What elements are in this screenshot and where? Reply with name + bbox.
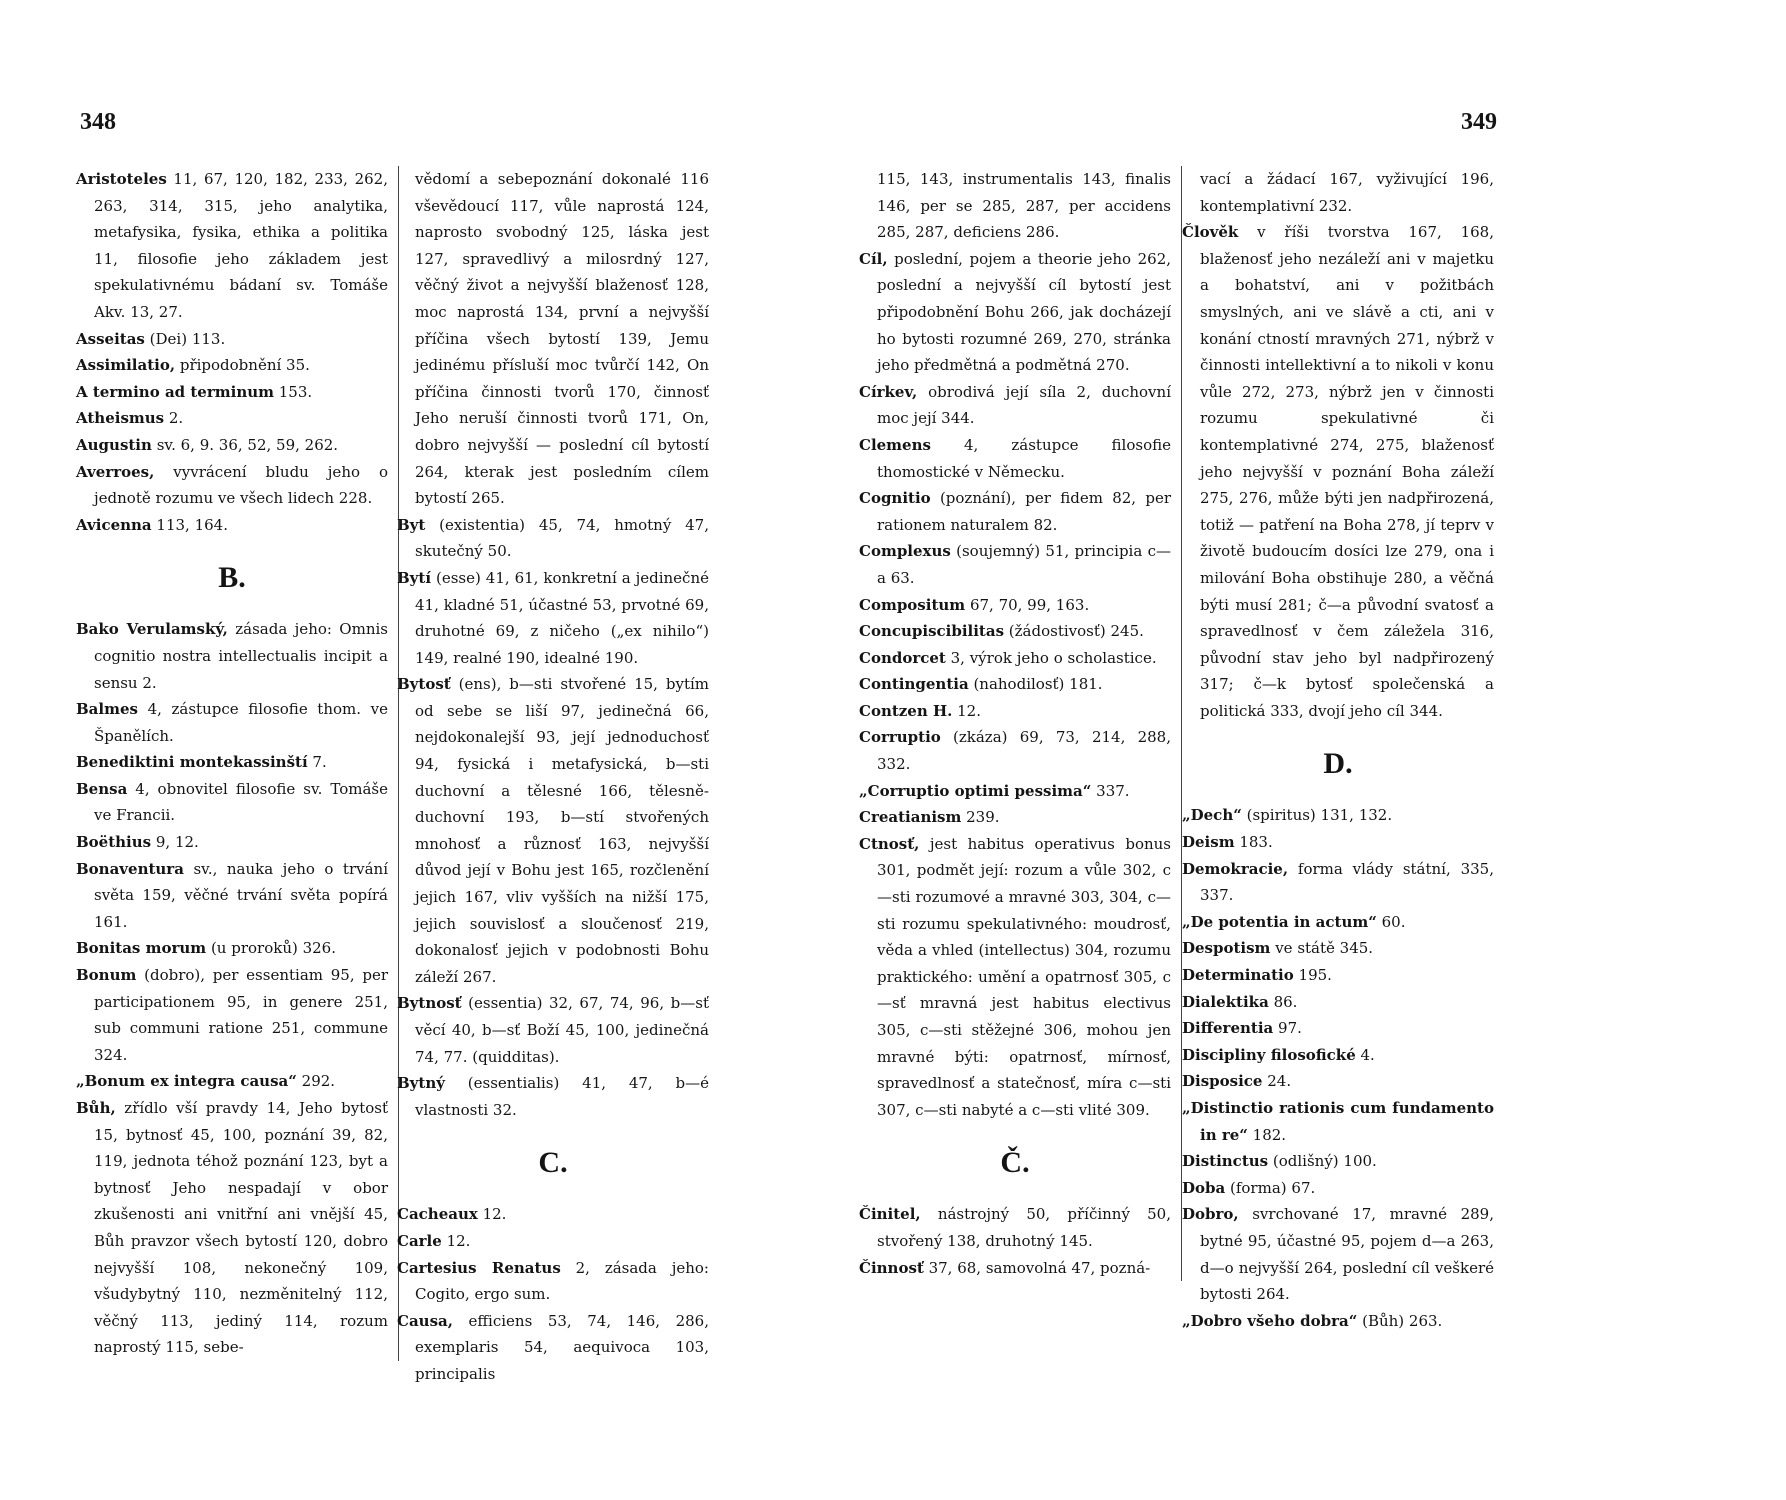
index-references: 2, zásada jeho: Cogito, ergo sum. bbox=[415, 1258, 709, 1304]
index-headword: Bensa bbox=[76, 779, 128, 798]
index-headword: Condorcet bbox=[859, 648, 946, 667]
index-entry bbox=[76, 749, 388, 776]
index-entry bbox=[859, 246, 1171, 379]
index-entry bbox=[397, 1308, 709, 1388]
index-references: (ens), b—sti stvořené 15, bytím od sebe se liší 97, jedinečná 66, nejdokonalejší 93, její jednoduchosť 94, fysická i metafysická, b—sti duchovní a tělesné 166, tělesně-duchovní 193, b—stí stvořených mnohosť a různosť 163, nejvyšší důvod její v Bohu jest 165, rozčlenění jejich 167, vliv vyšších na nižší 175, jejich souvislosť a sloučenosť 219, dokonalosť jejich v podobnosti Bohu záleží 267. bbox=[415, 675, 709, 986]
index-entry bbox=[76, 829, 388, 856]
index-headword: „Dech“ bbox=[1182, 806, 1242, 825]
index-entry bbox=[1182, 219, 1494, 724]
index-references: (esse) 41, 61, konkretní a jedinečné 41, kladné 51, účastné 53, prvotné 69, druhotné 69, z ničeho („ex nihilo“) 149, realné 190, idealné 190. bbox=[415, 568, 709, 667]
index-references: 195. bbox=[1293, 966, 1332, 985]
index-headword: Dobro, bbox=[1182, 1205, 1239, 1224]
index-entry bbox=[1182, 962, 1494, 989]
index-references: 9, 12. bbox=[151, 833, 199, 852]
index-references: 153. bbox=[274, 382, 313, 401]
index-entry bbox=[397, 1255, 709, 1308]
index-references: 2. bbox=[164, 409, 184, 428]
index-references: (essentialis) 41, 47, b—é vlastnosti 32. bbox=[415, 1074, 709, 1119]
index-column bbox=[397, 166, 709, 1388]
index-headword: Differentia bbox=[1182, 1019, 1274, 1038]
index-headword: Činitel, bbox=[859, 1205, 921, 1224]
index-headword: Člověk bbox=[1182, 223, 1239, 242]
index-references: (essentia) 32, 67, 74, 96, b—sť věcí 40, b—sť Boží 45, 100, jedinečná 74, 77. (quidditas). bbox=[415, 994, 709, 1066]
index-references: poslední, pojem a theorie jeho 262, poslední a nejvyšší cíl bytostí jest připodobnění Bohu 266, jak docházejí ho bytosti rozumné 269, 270, stránka jeho předmětná a podmětná 270. bbox=[877, 249, 1171, 375]
index-headword: Bonitas morum bbox=[76, 939, 207, 958]
index-references: ve státě 345. bbox=[1270, 939, 1374, 958]
index-headword: „De potentia in actum“ bbox=[1182, 912, 1377, 931]
index-entry bbox=[76, 352, 388, 379]
index-references: (žádostivosť) 245. bbox=[1004, 622, 1144, 641]
index-entry-continued: 115, 143, instrumentalis 143, finalis 146, per se 285, 287, per accidens 285, 287, deficiens 286. bbox=[877, 170, 1171, 242]
index-references: (Dei) 113. bbox=[144, 329, 226, 348]
index-references: (dobro), per essentiam 95, per participationem 95, in genere 251, sub communi ratione 251, commune 324. bbox=[94, 966, 388, 1064]
section-letter: C. bbox=[538, 1146, 568, 1180]
index-references: 3, výrok jeho o scholastice. bbox=[945, 648, 1157, 667]
index-references: 7. bbox=[307, 753, 327, 772]
index-references: 24. bbox=[1262, 1072, 1292, 1091]
index-headword: Asseitas bbox=[76, 329, 145, 348]
index-entry bbox=[1182, 802, 1494, 829]
index-headword: Compositum bbox=[859, 595, 966, 614]
index-references: nástrojný 50, příčinný 50, stvořený 138, druhotný 145. bbox=[877, 1205, 1171, 1250]
index-headword: Concupiscibilitas bbox=[859, 622, 1005, 641]
index-references: (Bůh) 263. bbox=[1357, 1311, 1443, 1330]
index-references: (poznání), per fidem 82, per rationem naturalem 82. bbox=[877, 489, 1171, 534]
index-references: 12. bbox=[441, 1231, 471, 1250]
index-headword: Činnosť bbox=[859, 1258, 924, 1277]
index-headword: Creatianism bbox=[859, 808, 962, 827]
index-references: (u proroků) 326. bbox=[206, 939, 336, 958]
index-entry bbox=[859, 724, 1171, 777]
index-references: (forma) 67. bbox=[1225, 1178, 1316, 1197]
index-references: jest habitus operativus bonus 301, podmět její: rozum a vůle 302, c—sti rozumové a mravné 303, 304, c—sti rozumu spekulativného: moudrosť, věda a vhled (intellectus) 304, rozumu praktického: umění a opatrnosť 305, c—sť mravná jest habitus electivus 305, c—sti stěžejné 306, mohou jen mravné býti: opatrnosť, mírnosť, spravedlnosť a statečnosť, míra c—sti 307, c—sti nabyté a c—sti vlité 309. bbox=[877, 834, 1171, 1119]
page-number: 349 bbox=[1461, 109, 1497, 135]
index-headword: Ctnosť, bbox=[859, 834, 920, 853]
index-references: sv., nauka jeho o trvání světa 159, věčné trvání světa popírá 161. bbox=[94, 859, 388, 931]
index-entry bbox=[76, 696, 388, 749]
index-entry bbox=[859, 592, 1171, 619]
index-entry bbox=[1182, 1175, 1494, 1202]
index-column bbox=[76, 166, 399, 1361]
index-references: zřídlo vší pravdy 14, Jeho bytosť 15, bytnosť 45, 100, poznání 39, 82, 119, jednota téhož poznání 123, byt a bytnosť Jeho nespadají v obor zkušenosti ani vnitřní ani vnější 45, Bůh pravzor všech bytostí 120, dobro nejvyšší 108, nekonečný 109, všudybytný 110, nezměnitelný 112, věčný 113, jediný 114, rozum naprostý 115, sebe- bbox=[94, 1099, 388, 1357]
index-entry bbox=[1182, 1201, 1494, 1307]
index-entry bbox=[1182, 1042, 1494, 1069]
index-entry bbox=[1182, 909, 1494, 936]
index-entry bbox=[859, 618, 1171, 645]
index-headword: Atheismus bbox=[76, 409, 165, 428]
index-references: 12. bbox=[477, 1205, 507, 1224]
index-headword: A termino ad terminum bbox=[76, 382, 274, 401]
index-entry bbox=[76, 856, 388, 936]
section-letter: Č. bbox=[1000, 1146, 1030, 1180]
index-entry bbox=[397, 1228, 709, 1255]
index-references: forma vlády státní, 335, 337. bbox=[1200, 859, 1494, 905]
page-number: 348 bbox=[80, 109, 116, 135]
index-headword: Cacheaux bbox=[397, 1205, 478, 1224]
index-entry bbox=[397, 565, 709, 671]
index-headword: Corruptio bbox=[859, 728, 941, 747]
index-references: 37, 68, samovolná 47, pozná- bbox=[923, 1258, 1151, 1277]
index-headword: „Bonum ex integra causa“ bbox=[76, 1072, 297, 1091]
index-headword: „Distinctio rationis cum fundamento in re“ bbox=[1182, 1099, 1494, 1144]
index-references: svrchované 17, mravné 289, bytné 95, účastné 95, pojem d—a 263, d—o nejvyšší 264, poslední cíl veškeré bytosti 264. bbox=[1200, 1205, 1494, 1304]
index-entry bbox=[76, 166, 388, 326]
index-headword: Aristoteles bbox=[76, 170, 167, 188]
index-entry bbox=[859, 645, 1171, 672]
index-references: (odlišný) 100. bbox=[1268, 1152, 1377, 1171]
index-references: zásada jeho: Omnis cognitio nostra intellectualis incipit a sensu 2. bbox=[94, 620, 388, 692]
index-headword: Bytnosť bbox=[397, 994, 462, 1013]
index-entry bbox=[859, 778, 1171, 805]
index-headword: Demokracie, bbox=[1182, 859, 1289, 878]
index-headword: Causa, bbox=[397, 1311, 453, 1330]
index-references: (nahodilosť) 181. bbox=[968, 675, 1103, 694]
index-references: 182. bbox=[1247, 1125, 1287, 1144]
index-headword: Contingentia bbox=[859, 675, 969, 694]
index-entry bbox=[1182, 989, 1494, 1016]
index-references: 60. bbox=[1376, 912, 1406, 931]
index-references: 239. bbox=[961, 808, 1000, 827]
index-references: 4. bbox=[1355, 1045, 1375, 1064]
index-headword: Disposice bbox=[1182, 1072, 1263, 1091]
index-references: sv. 6, 9. 36, 52, 59, 262. bbox=[151, 435, 339, 454]
index-entry bbox=[1182, 1015, 1494, 1042]
index-headword: „Corruptio optimi pessima“ bbox=[859, 781, 1092, 800]
index-entry bbox=[76, 432, 388, 459]
index-references: (spiritus) 131, 132. bbox=[1241, 806, 1393, 825]
index-headword: Bonaventura bbox=[76, 859, 184, 878]
index-headword: Balmes bbox=[76, 700, 138, 719]
index-headword: Distinctus bbox=[1182, 1152, 1269, 1171]
index-headword: Discipliny filosofické bbox=[1182, 1045, 1356, 1064]
index-references: 337. bbox=[1091, 781, 1130, 800]
index-headword: „Dobro všeho dobra“ bbox=[1182, 1311, 1358, 1330]
index-entry bbox=[76, 616, 388, 696]
index-headword: Assimilatio, bbox=[76, 356, 176, 375]
index-references: v říši tvorstva 167, 168, blaženosť jeho nezáleží ani v majetku a bohatství, ani v požitbách smyslných, ani ve slávě a cti, ani v konání ctností mravných 271, nýbrž v činnosti intellektivní a to nikoli v konu vůle 272, 273, nýbrž jen v činnosti rozumu spekulativné či kontemplativné 274, 275, blaženosť jeho nejvyšší v poznání Boha záleží 275, 276, může býti jen nadpřirozená, totiž — patření na Boha 278, jí teprv v životě budoucím dosíci lze 279, ona i milování Boha obstihuje 280, a věčná býti musí 281; č—a původní svatosť a spravedlnosť v čem záležela 316, původní stav jeho byl nadpřirozený 317; č—k bytosť společenská a politická 333, dvojí jeho cíl 344. bbox=[1200, 223, 1494, 720]
index-headword: Bako Verulamský, bbox=[76, 620, 228, 639]
index-entry bbox=[397, 671, 709, 990]
index-headword: Augustin bbox=[76, 435, 152, 454]
index-column bbox=[1182, 166, 1494, 1334]
index-entry bbox=[76, 326, 388, 353]
index-references: 183. bbox=[1234, 833, 1273, 852]
index-headword: Determinatio bbox=[1182, 966, 1294, 985]
index-references: 97. bbox=[1273, 1019, 1302, 1038]
index-entry bbox=[76, 379, 388, 406]
section-letter: B. bbox=[218, 561, 246, 595]
index-entry bbox=[397, 1201, 709, 1228]
index-entry bbox=[397, 990, 709, 1070]
index-headword: Deism bbox=[1182, 833, 1235, 852]
index-entry bbox=[859, 432, 1171, 485]
index-entry bbox=[859, 379, 1171, 432]
index-headword: Boëthius bbox=[76, 833, 152, 852]
index-headword: Dialektika bbox=[1182, 992, 1269, 1011]
index-headword: Benediktini montekassinští bbox=[76, 753, 308, 772]
index-entry bbox=[76, 962, 388, 1068]
index-entry bbox=[859, 698, 1171, 725]
index-entry bbox=[1182, 1148, 1494, 1175]
index-entry bbox=[859, 538, 1171, 591]
index-headword: Bytí bbox=[397, 568, 432, 587]
index-entry bbox=[1182, 1095, 1494, 1148]
index-entry bbox=[397, 1070, 709, 1123]
index-headword: Bytný bbox=[397, 1074, 445, 1093]
index-entry bbox=[1182, 829, 1494, 856]
index-headword: Clemens bbox=[859, 435, 931, 454]
index-entry bbox=[859, 1201, 1171, 1254]
index-headword: Avicenna bbox=[76, 515, 152, 534]
index-references: vyvrácení bludu jeho o jednotě rozumu ve všech lidech 228. bbox=[94, 462, 388, 508]
index-entry bbox=[1182, 1308, 1494, 1335]
index-entry-continued: vací a žádací 167, vyživující 196, kontemplativní 232. bbox=[1200, 170, 1494, 215]
index-headword: Cognitio bbox=[859, 489, 931, 508]
index-entry-continued: vědomí a sebepoznání dokonalé 116 vševědoucí 117, vůle naprostá 124, naprosto svobodný 125, láska jest 127, spravedlivý a milosrdný 127, věčný život a nejvyšší blaženosť 128, moc naprostá 134, první a nejvyšší příčina všech bytostí 139, Jemu jedinému přísluší moc tvůrčí 142, On příčina činnosti tvorů 170, činnosť Jeho neruší činnosti tvorů 171, On, dobro nejvyšší — poslední cíl bytostí 264, kterak jest posledním cílem bytostí 265. bbox=[415, 170, 709, 508]
index-headword: Cartesius Renatus bbox=[397, 1258, 561, 1277]
index-references: obrodivá její síla 2, duchovní moc její 344. bbox=[877, 382, 1171, 428]
index-entry bbox=[859, 671, 1171, 698]
index-references: (zkáza) 69, 73, 214, 288, 332. bbox=[877, 728, 1171, 774]
index-references: (soujemný) 51, principia c—a 63. bbox=[877, 542, 1171, 587]
index-entry bbox=[859, 1255, 1171, 1282]
index-headword: Despotism bbox=[1182, 939, 1271, 958]
index-references: připodobnění 35. bbox=[175, 356, 310, 375]
index-entry bbox=[76, 459, 388, 512]
index-entry bbox=[76, 935, 388, 962]
index-headword: Carle bbox=[397, 1231, 442, 1250]
index-entry bbox=[76, 1095, 388, 1361]
index-entry bbox=[859, 485, 1171, 538]
index-references: 292. bbox=[296, 1072, 336, 1091]
index-headword: Complexus bbox=[859, 542, 951, 561]
index-entry bbox=[397, 512, 709, 565]
index-entry bbox=[1182, 935, 1494, 962]
index-references: 12. bbox=[952, 701, 981, 720]
index-entry bbox=[1182, 1068, 1494, 1095]
index-references: 113, 164. bbox=[151, 515, 228, 534]
index-references: 86. bbox=[1268, 992, 1298, 1011]
index-entry bbox=[1182, 856, 1494, 909]
index-entry bbox=[76, 776, 388, 829]
index-references: 4, obnovitel filosofie sv. Tomáše ve Francii. bbox=[94, 779, 388, 825]
index-entry bbox=[76, 512, 388, 539]
index-entry bbox=[859, 831, 1171, 1124]
index-headword: Doba bbox=[1182, 1178, 1226, 1197]
right-page bbox=[859, 0, 1786, 1500]
section-letter: D. bbox=[1323, 747, 1353, 781]
index-headword: Bonum bbox=[76, 966, 137, 985]
index-headword: Církev, bbox=[859, 382, 918, 401]
index-entry bbox=[859, 804, 1171, 831]
index-references: (existentia) 45, 74, hmotný 47, skutečný 50. bbox=[415, 515, 709, 561]
index-references: 4, zástupce filosofie thomostické v Německu. bbox=[877, 435, 1171, 481]
index-headword: Bůh, bbox=[76, 1099, 116, 1117]
index-references: 4, zástupce filosofie thom. ve Španělích. bbox=[94, 700, 388, 745]
index-entry bbox=[76, 1068, 388, 1095]
index-headword: Averroes, bbox=[76, 462, 155, 481]
index-references: 67, 70, 99, 163. bbox=[965, 595, 1090, 614]
index-references: efficiens 53, 74, 146, 286, exemplaris 54, aequivoca 103, principalis bbox=[415, 1311, 709, 1383]
index-entry bbox=[76, 405, 388, 432]
index-headword: Byt bbox=[397, 515, 426, 534]
index-column bbox=[859, 166, 1182, 1281]
index-references: 11, 67, 120, 182, 233, 262, 263, 314, 315, jeho analytika, metafysika, fysika, ethika a politika 11, filosofie jeho základem jest spekulativnému bádaní sv. Tomáše Akv. 13, 27. bbox=[94, 170, 388, 321]
index-headword: Cíl, bbox=[859, 249, 888, 268]
index-headword: Contzen H. bbox=[859, 701, 953, 720]
index-headword: Bytosť bbox=[397, 675, 451, 694]
